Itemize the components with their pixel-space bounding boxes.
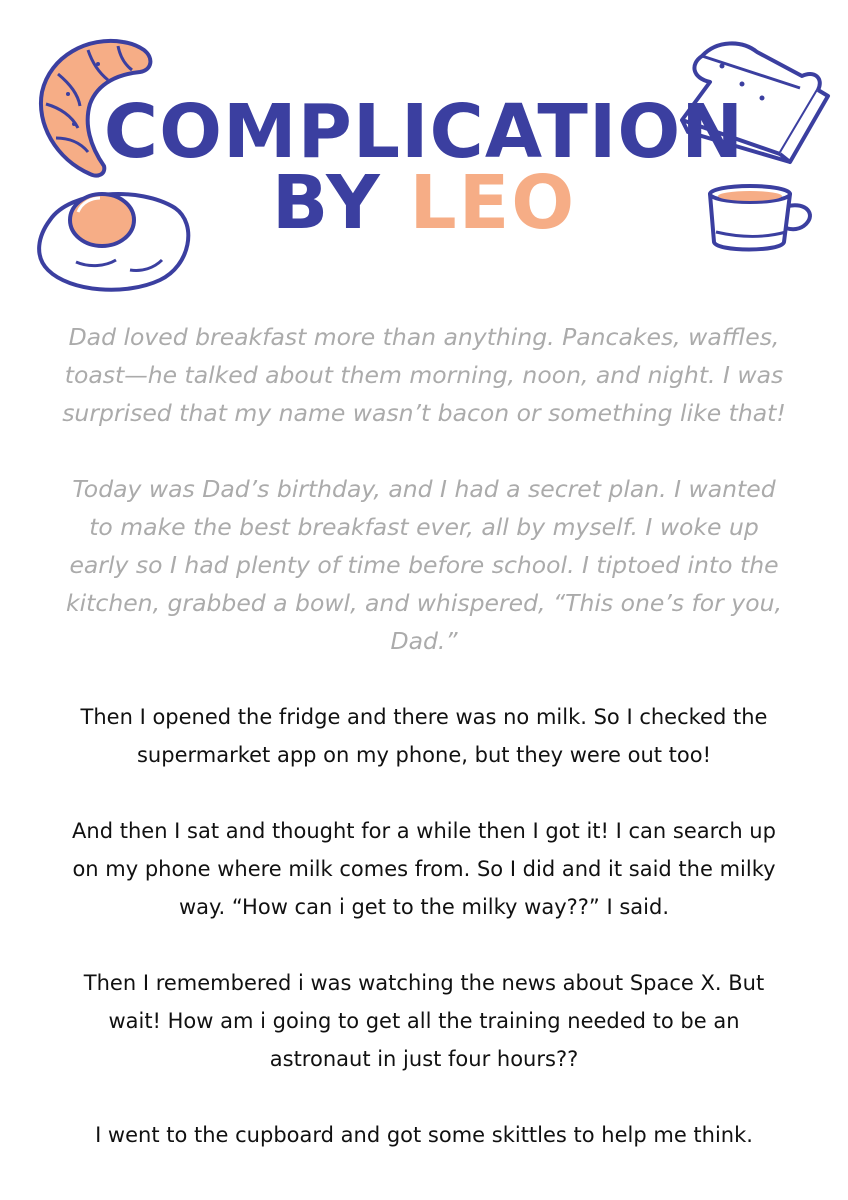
title-byline bbox=[0, 160, 848, 246]
story-paragraph-4: And then I sat and thought for a while then I got it! I can search up on my phone where milk comes from. So I did and it said the milky way. “How can i get to the milky way??” I said. bbox=[72, 819, 776, 919]
story-paragraph-6: I went to the cupboard and got some skittles to help me think. bbox=[95, 1123, 753, 1147]
title-header bbox=[0, 0, 848, 310]
story-paragraph-5: Then I remembered i was watching the news about Space X. But wait! How am i going to get all the training needed to be an astronaut in just four hours?? bbox=[83, 971, 765, 1071]
story-paragraph-1: Dad loved breakfast more than anything. Pancakes, waffles, toast—he talked about them morning, noon, and night. I was surprised that my name wasn’t bacon or something like that! bbox=[62, 323, 786, 427]
story-paragraph-3: Then I opened the fridge and there was no milk. So I checked the supermarket app on my phone, but they were out too! bbox=[80, 705, 768, 767]
title-by: BY bbox=[271, 160, 382, 246]
title-author-name: LEO bbox=[409, 160, 577, 246]
title-complication: COMPLICATION bbox=[103, 89, 745, 175]
story-body bbox=[60, 318, 788, 1154]
story-paragraph-2: Today was Dad’s birthday, and I had a secret plan. I wanted to make the best breakfast ever, all by myself. I woke up early so I had plenty of time before school. I tiptoed into the kitchen, grabbed a bowl, and whispered, “This one’s for you, Dad.” bbox=[66, 475, 782, 655]
